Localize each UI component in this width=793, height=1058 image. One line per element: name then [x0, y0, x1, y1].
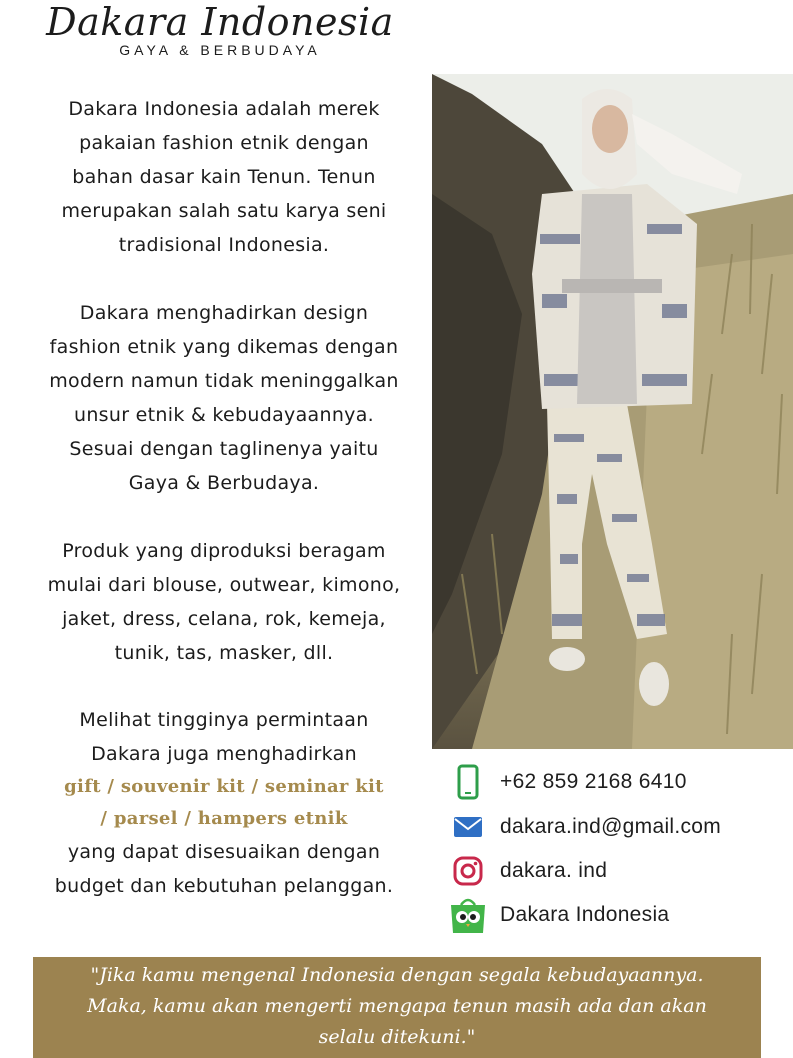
text-line: Dakara menghadirkan design	[79, 302, 369, 324]
text-line: pakaian fashion etnik dengan	[79, 132, 369, 154]
tokopedia-icon	[448, 895, 488, 935]
contact-shop[interactable]	[448, 895, 669, 935]
highlight-line: gift / souvenir kit / seminar kit	[64, 776, 384, 797]
mail-icon	[448, 807, 488, 847]
text-line: Dakara Indonesia adalah merek	[68, 98, 380, 120]
quote-line: "Jika kamu mengenal Indonesia dengan segala kebudayaannya.	[90, 964, 704, 986]
intro-paragraph	[24, 92, 424, 262]
text-line: Gaya & Berbudaya.	[128, 472, 320, 494]
quote-line: selalu ditekuni."	[318, 1026, 476, 1048]
text-line: tunik, tas, masker, dll.	[114, 642, 334, 664]
email-address: dakara.ind@gmail.com	[500, 815, 722, 838]
text-line: modern namun tidak meninggalkan	[49, 370, 399, 392]
gift-paragraph	[24, 703, 424, 903]
phone-icon	[448, 762, 488, 802]
text-line: unsur etnik & kebudayaannya.	[74, 404, 374, 426]
quote-banner	[33, 957, 761, 1058]
contact-instagram[interactable]	[448, 851, 607, 891]
text-line: Dakara juga menghadirkan	[91, 743, 357, 765]
design-paragraph	[24, 296, 424, 500]
phone-number: +62 859 2168 6410	[500, 770, 687, 793]
text-line: Melihat tingginya permintaan	[79, 709, 369, 731]
text-line: fashion etnik yang dikemas dengan	[49, 336, 399, 358]
text-line: mulai dari blouse, outwear, kimono,	[47, 574, 401, 596]
text-line: jaket, dress, celana, rok, kemeja,	[62, 608, 386, 630]
brand-header	[40, 0, 400, 58]
text-line: budget dan kebutuhan pelanggan.	[54, 875, 394, 897]
contact-email[interactable]	[448, 807, 721, 847]
text-line: tradisional Indonesia.	[118, 234, 330, 256]
text-line: merupakan salah satu karya seni	[61, 200, 387, 222]
brand-title: Dakara Indonesia	[46, 0, 394, 44]
instagram-handle: dakara. ind	[500, 859, 608, 882]
text-line: Produk yang diproduksi beragam	[62, 540, 386, 562]
text-line: yang dapat disesuaikan dengan	[67, 841, 381, 863]
products-paragraph	[24, 534, 424, 670]
shop-name: Dakara Indonesia	[500, 903, 670, 926]
instagram-icon	[448, 851, 488, 891]
text-line: Sesuai dengan taglinenya yaitu	[69, 438, 379, 460]
brand-tagline: GAYA & BERBUDAYA	[119, 42, 321, 58]
text-line: bahan dasar kain Tenun. Tenun	[72, 166, 376, 188]
contact-phone[interactable]	[448, 762, 687, 802]
quote-line: Maka, kamu akan mengerti mengapa tenun masih ada dan akan	[87, 995, 707, 1017]
model-photo	[432, 74, 793, 749]
highlight-line: / parsel / hampers etnik	[100, 808, 348, 829]
